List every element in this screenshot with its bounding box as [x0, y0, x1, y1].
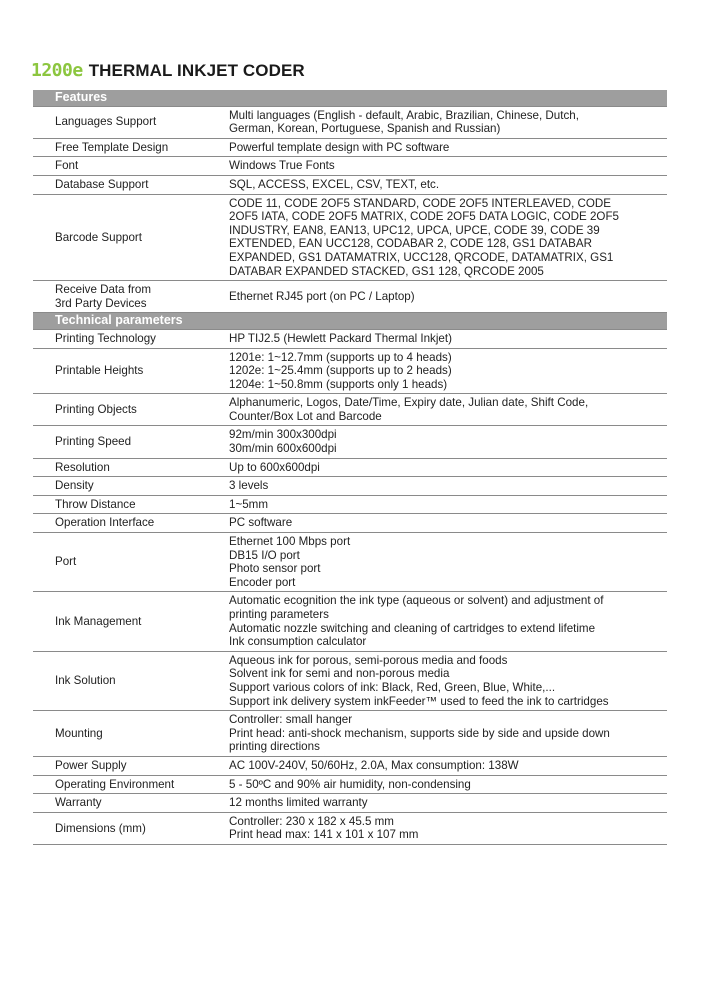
spec-value-line: INDUSTRY, EAN8, EAN13, UPC12, UPCA, UPCE, CODE 39, CODE 39: [229, 223, 600, 237]
spec-row: [33, 394, 667, 426]
spec-value-line: Solvent ink for semi and non-porous media: [229, 667, 450, 681]
spec-value-line: German, Korean, Portuguese, Spanish and Russian): [229, 122, 501, 136]
spec-value-line: Automatic nozzle switching and cleaning of cartridges to extend lifetime: [229, 621, 596, 635]
spec-value-line: 1~5mm: [229, 497, 268, 511]
spec-value: [223, 533, 667, 592]
spec-row: [33, 477, 667, 496]
spec-label: Power Supply: [33, 756, 223, 775]
spec-label: Warranty: [33, 794, 223, 813]
page-title: [31, 60, 305, 81]
spec-value: [223, 157, 667, 176]
spec-value: [223, 756, 667, 775]
spec-row: [33, 651, 667, 710]
spec-value-line: Print head: anti-shock mechanism, supports side by side and upside down: [229, 726, 610, 740]
spec-row: [33, 426, 667, 458]
spec-value-line: Controller: small hanger: [229, 713, 353, 727]
spec-value-line: 30m/min 600x600dpi: [229, 442, 337, 456]
spec-row: [33, 533, 667, 592]
spec-value: [223, 711, 667, 757]
spec-value: [223, 106, 667, 138]
section-title: Features: [33, 90, 667, 106]
spec-label: Barcode Support: [33, 194, 223, 281]
spec-value-line: Powerful template design with PC software: [229, 140, 450, 154]
spec-row: [33, 138, 667, 157]
spec-label: Printing Objects: [33, 394, 223, 426]
spec-value: [223, 329, 667, 348]
spec-label: Languages Support: [33, 106, 223, 138]
spec-label: Operating Environment: [33, 775, 223, 794]
spec-value-line: Support ink delivery system inkFeeder™ used to feed the ink to cartridges: [229, 694, 609, 708]
spec-row: [33, 157, 667, 176]
spec-value: [223, 194, 667, 281]
spec-value-line: Automatic ecognition the ink type (aqueous or solvent) and adjustment of: [229, 594, 604, 608]
spec-value: [223, 812, 667, 844]
spec-value: [223, 592, 667, 651]
spec-value-line: Print head max: 141 x 101 x 107 mm: [229, 828, 419, 842]
spec-value: [223, 348, 667, 394]
spec-value-line: CODE 11, CODE 2OF5 STANDARD, CODE 2OF5 INTERLEAVED, CODE: [229, 196, 612, 210]
spec-value-line: 3 levels: [229, 479, 269, 493]
spec-value-line: printing parameters: [229, 608, 329, 621]
spec-value-line: Windows True Fonts: [229, 159, 335, 173]
spec-value-line: DATABAR EXPANDED STACKED, GS1 128, QRCODE 2005: [229, 264, 544, 278]
spec-value-line: HP TIJ2.5 (Hewlett Packard Thermal Inkjet): [229, 331, 452, 345]
spec-row: [33, 592, 667, 651]
spec-value: [223, 477, 667, 496]
spec-row: [33, 514, 667, 533]
spec-table-body: [33, 90, 667, 844]
spec-row: [33, 348, 667, 394]
spec-value: [223, 281, 667, 313]
spec-value: [223, 495, 667, 514]
spec-label: Operation Interface: [33, 514, 223, 533]
spec-value-line: Multi languages (English - default, Arabic, Brazilian, Chinese, Dutch,: [229, 108, 579, 122]
spec-value: [223, 175, 667, 194]
spec-value-line: 12 months limited warranty: [229, 796, 368, 810]
spec-label: Printing Speed: [33, 426, 223, 458]
spec-row: [33, 194, 667, 281]
spec-label: Mounting: [33, 711, 223, 757]
spec-value-line: SQL, ACCESS, EXCEL, CSV, TEXT, etc.: [229, 177, 440, 191]
spec-value-line: Aqueous ink for porous, semi-porous media and foods: [229, 653, 508, 667]
spec-value-line: Ink consumption calculator: [229, 635, 367, 649]
spec-value-line: Controller: 230 x 182 x 45.5 mm: [229, 814, 394, 828]
spec-value: [223, 458, 667, 477]
spec-row: [33, 106, 667, 138]
spec-value-line: EXTENDED, EAN UCC128, CODABAR 2, CODE 128, GS1 DATABAR: [229, 237, 592, 251]
spec-value-line: 1201e: 1~12.7mm (supports up to 4 heads): [229, 350, 452, 364]
spec-label: Throw Distance: [33, 495, 223, 514]
spec-row: [33, 175, 667, 194]
spec-row: [33, 775, 667, 794]
spec-row: [33, 794, 667, 813]
spec-value-line: DB15 I/O port: [229, 548, 300, 562]
section-header: [33, 313, 667, 330]
spec-value-line: 2OF5 IATA, CODE 2OF5 MATRIX, CODE 2OF5 DATA LOGIC, CODE 2OF5: [229, 210, 619, 224]
section-header: [33, 90, 667, 106]
spec-row: [33, 812, 667, 844]
spec-value-line: 1204e: 1~50.8mm (supports only 1 heads): [229, 377, 448, 391]
spec-value-line: Support various colors of ink: Black, Red, Green, Blue, White,...: [229, 680, 556, 694]
spec-row: [33, 711, 667, 757]
spec-value-line: Counter/Box Lot and Barcode: [229, 409, 382, 423]
spec-value-line: PC software: [229, 516, 293, 530]
spec-value-line: Ethernet RJ45 port (on PC / Laptop): [229, 289, 415, 303]
spec-value-line: Photo sensor port: [229, 562, 321, 576]
spec-label: Dimensions (mm): [33, 812, 223, 844]
spec-value: [223, 775, 667, 794]
spec-value: [223, 794, 667, 813]
spec-value-line: Encoder port: [229, 575, 296, 589]
spec-value: [223, 651, 667, 710]
spec-value-line: 92m/min 300x300dpi: [229, 428, 337, 442]
spec-value-line: printing directions: [229, 740, 320, 754]
spec-value-line: 5 - 50ºC and 90% air humidity, non-condensing: [229, 777, 471, 791]
spec-row: [33, 458, 667, 477]
spec-label: Ink Management: [33, 592, 223, 651]
spec-label: Receive Data from 3rd Party Devices: [33, 281, 223, 313]
spec-value-line: Ethernet 100 Mbps port: [229, 535, 351, 549]
spec-value-line: AC 100V-240V, 50/60Hz, 2.0A, Max consumption: 138W: [229, 758, 519, 772]
spec-label: Density: [33, 477, 223, 496]
spec-label: Resolution: [33, 458, 223, 477]
spec-value: [223, 514, 667, 533]
spec-row: [33, 756, 667, 775]
model-name: 1200e: [31, 60, 83, 81]
spec-value: [223, 426, 667, 458]
spec-value-line: Alphanumeric, Logos, Date/Time, Expiry date, Julian date, Shift Code,: [229, 396, 589, 410]
spec-row: [33, 495, 667, 514]
spec-row: [33, 281, 667, 313]
section-title: Technical parameters: [33, 313, 667, 330]
spec-value: [223, 138, 667, 157]
spec-value-line: Up to 600x600dpi: [229, 460, 320, 474]
spec-label: Ink Solution: [33, 651, 223, 710]
spec-value: [223, 394, 667, 426]
spec-label: Printable Heights: [33, 348, 223, 394]
spec-label: Font: [33, 157, 223, 176]
title-text: THERMAL INKJET CODER: [88, 61, 305, 80]
spec-label: Free Template Design: [33, 138, 223, 157]
spec-row: [33, 329, 667, 348]
spec-value-line: EXPANDED, GS1 DATAMATRIX, UCC128, QRCODE, DATAMATRIX, GS1: [229, 250, 614, 264]
spec-label: Printing Technology: [33, 329, 223, 348]
spec-label: Database Support: [33, 175, 223, 194]
spec-table: [33, 90, 667, 845]
spec-label: Port: [33, 533, 223, 592]
spec-value-line: 1202e: 1~25.4mm (supports up to 2 heads): [229, 364, 452, 378]
